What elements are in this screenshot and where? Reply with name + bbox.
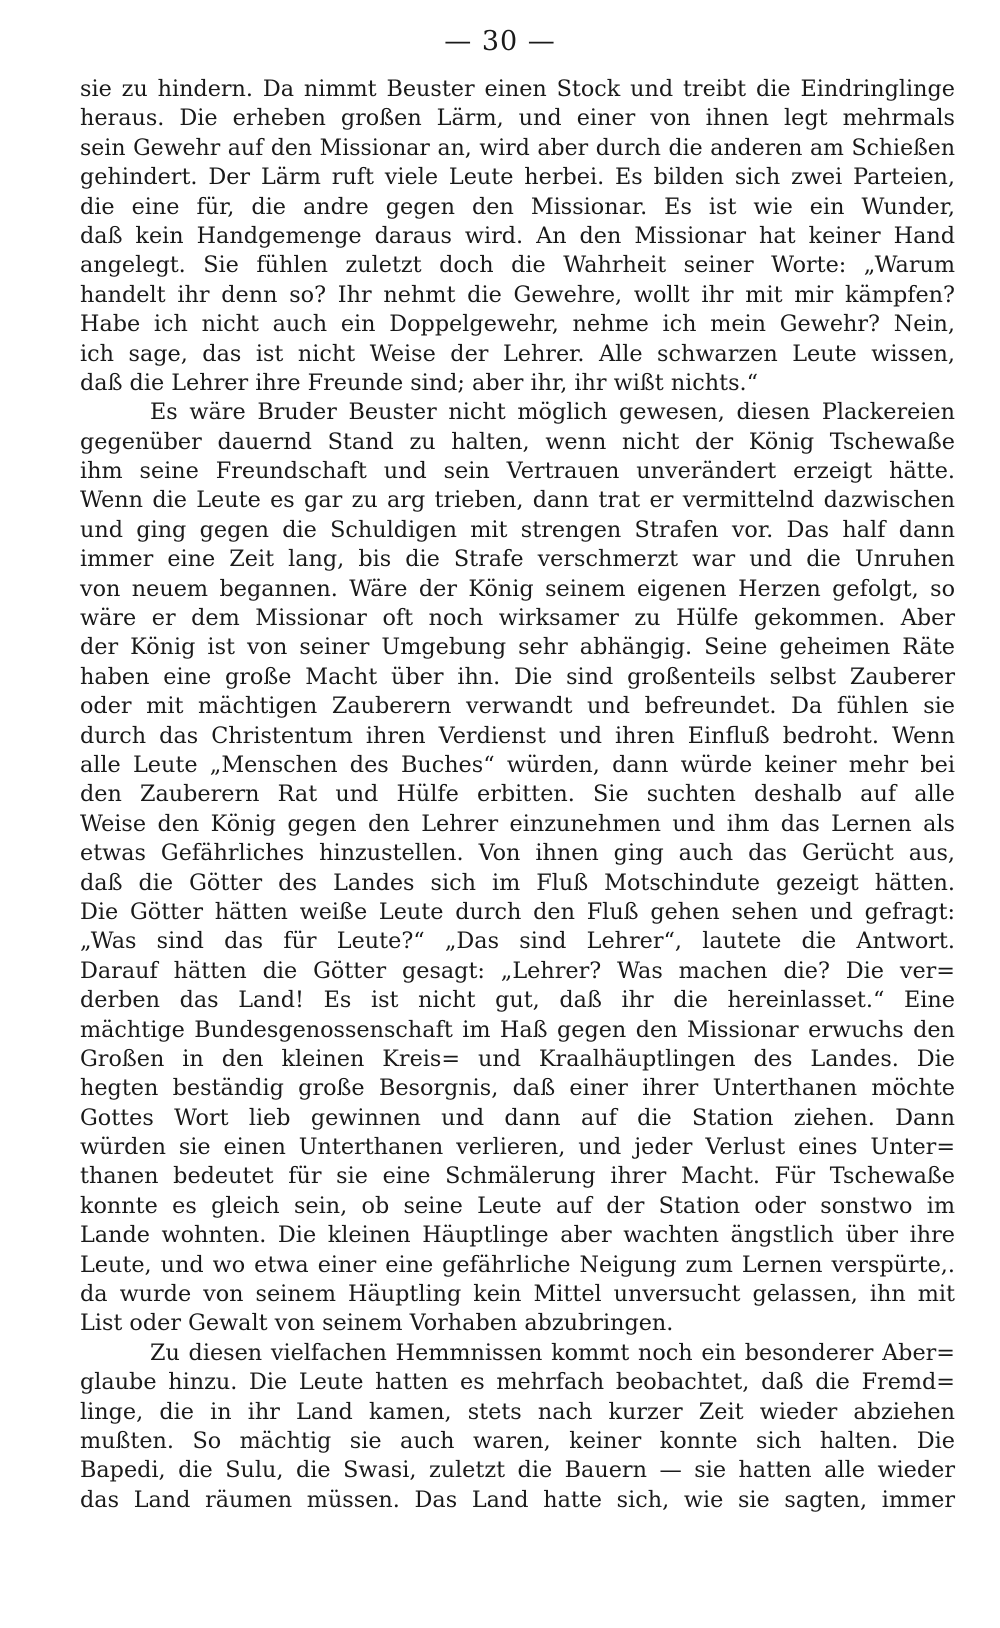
text-line: und ging gegen die Schuldigen mit strengen Strafen vor. Das half dann	[80, 516, 955, 543]
text-line: sie zu hindern. Da nimmt Beuster einen Stock und treibt die Eindringlinge	[80, 76, 955, 102]
body-text	[80, 75, 955, 1515]
text-line: Zu diesen vielfachen Hemmnissen kommt noch ein besonderer Aber=	[150, 1339, 955, 1366]
text-line: oder mit mächtigen Zauberern verwandt und befreundet. Da fühlen sie	[80, 693, 955, 720]
text-line: Weise den König gegen den Lehrer einzunehmen und ihm das Lernen als	[80, 810, 955, 837]
text-line: wäre er dem Missionar oft noch wirksamer zu Hülfe gekommen. Aber	[80, 605, 955, 632]
text-line: sein Gewehr auf den Missionar an, wird aber durch die anderen am Schießen	[80, 135, 955, 161]
text-line: den Zauberern Rat und Hülfe erbitten. Sie suchten deshalb auf alle	[80, 781, 955, 808]
text-line: heraus. Die erheben großen Lärm, und einer von ihnen legt mehrmals	[80, 105, 955, 132]
text-line: glaube hinzu. Die Leute hatten es mehrfach beobachtet, daß die Fremd=	[80, 1369, 955, 1396]
text-line: durch das Christentum ihren Verdienst und ihren Einfluß bedroht. Wenn	[80, 722, 955, 749]
text-line: von neuem begannen. Wäre der König seinem eigenen Herzen gefolgt, so	[80, 575, 955, 602]
text-line: hegten beständig große Besorgnis, daß einer ihrer Unterthanen möchte	[80, 1075, 955, 1102]
text-line: Großen in den kleinen Kreis= und Kraalhäuptlingen des Landes. Die	[80, 1045, 955, 1072]
text-line: gehindert. Der Lärm ruft viele Leute herbei. Es bilden sich zwei Parteien,	[80, 164, 955, 191]
text-line: Die Götter hätten weiße Leute durch den Fluß gehen sehen und gefragt:	[80, 898, 955, 925]
text-line: derben das Land! Es ist nicht gut, daß ihr die hereinlasset.“ Eine	[80, 987, 955, 1014]
text-line: thanen bedeutet für sie eine Schmälerung ihrer Macht. Für Tschewaße	[80, 1163, 955, 1190]
text-line: konnte es gleich sein, ob seine Leute auf der Station oder sonstwo im	[80, 1192, 955, 1219]
text-line: Es wäre Bruder Beuster nicht möglich gewesen, diesen Plackereien	[150, 399, 955, 426]
text-line: daß die Lehrer ihre Freunde sind; aber ihr, ihr wißt nichts.“	[80, 369, 759, 396]
text-line: Wenn die Leute es gar zu arg trieben, dann trat er vermittelnd dazwischen	[80, 487, 955, 514]
text-line: Leute, und wo etwa einer eine gefährliche Neigung zum Lernen verspürte,.	[80, 1251, 955, 1278]
text-line: mußten. So mächtig sie auch waren, keiner konnte sich halten. Die	[80, 1427, 955, 1454]
text-line: immer eine Zeit lang, bis die Strafe verschmerzt war und die Unruhen	[80, 546, 955, 573]
text-line: Bapedi, die Sulu, die Swasi, zuletzt die Bauern — sie hatten alle wieder	[80, 1457, 955, 1484]
text-line: handelt ihr denn so? Ihr nehmt die Gewehre, wollt ihr mit mir kämpfen?	[80, 281, 955, 308]
text-line: mächtige Bundesgenossenschaft im Haß gegen den Missionar erwuchs den	[80, 1016, 955, 1043]
text-line: der König ist von seiner Umgebung sehr abhängig. Seine geheimen Räte	[80, 634, 955, 661]
text-line: ihm seine Freundschaft und sein Vertrauen unverändert erzeigt hätte.	[80, 458, 955, 485]
text-line: angelegt. Sie fühlen zuletzt doch die Wahrheit seiner Worte: „Warum	[80, 252, 955, 279]
text-line: „Was sind das für Leute?“ „Das sind Lehrer“, lautete die Antwort.	[80, 928, 955, 955]
text-line: da wurde von seinem Häuptling kein Mittel unversucht gelassen, ihn mit	[80, 1281, 955, 1308]
text-line: daß kein Handgemenge daraus wird. An den Missionar hat keiner Hand	[80, 222, 955, 249]
text-line: würden sie einen Unterthanen verlieren, und jeder Verlust eines Unter=	[80, 1134, 955, 1161]
text-line: List oder Gewalt von seinem Vorhaben abzubringen.	[80, 1310, 674, 1337]
text-line: Darauf hätten die Götter gesagt: „Lehrer? Was machen die? Die ver=	[80, 957, 955, 984]
text-line: daß die Götter des Landes sich im Fluß Motschindute gezeigt hätten.	[80, 869, 955, 896]
text-line: linge, die in ihr Land kamen, stets nach kurzer Zeit wieder abziehen	[80, 1398, 955, 1425]
text-line: Habe ich nicht auch ein Doppelgewehr, nehme ich mein Gewehr? Nein,	[80, 311, 955, 338]
text-line: etwas Gefährliches hinzustellen. Von ihnen ging auch das Gerücht aus,	[80, 840, 955, 867]
text-line: alle Leute „Menschen des Buches“ würden, dann würde keiner mehr bei	[80, 751, 955, 778]
text-line: ich sage, das ist nicht Weise der Lehrer. Alle schwarzen Leute wissen,	[80, 340, 955, 367]
page-number: — 30 —	[444, 26, 556, 57]
text-line: Gottes Wort lieb gewinnen und dann auf die Station ziehen. Dann	[80, 1104, 955, 1131]
text-line: Lande wohnten. Die kleinen Häuptlinge aber wachten ängstlich über ihre	[80, 1222, 955, 1249]
text-line: das Land räumen müssen. Das Land hatte sich, wie sie sagten, immer	[80, 1486, 955, 1513]
text-line: die eine für, die andre gegen den Missionar. Es ist wie ein Wunder,	[80, 193, 955, 220]
text-line: gegenüber dauernd Stand zu halten, wenn nicht der König Tschewaße	[80, 428, 955, 455]
text-line: haben eine große Macht über ihn. Die sind großenteils selbst Zauberer	[80, 663, 955, 690]
